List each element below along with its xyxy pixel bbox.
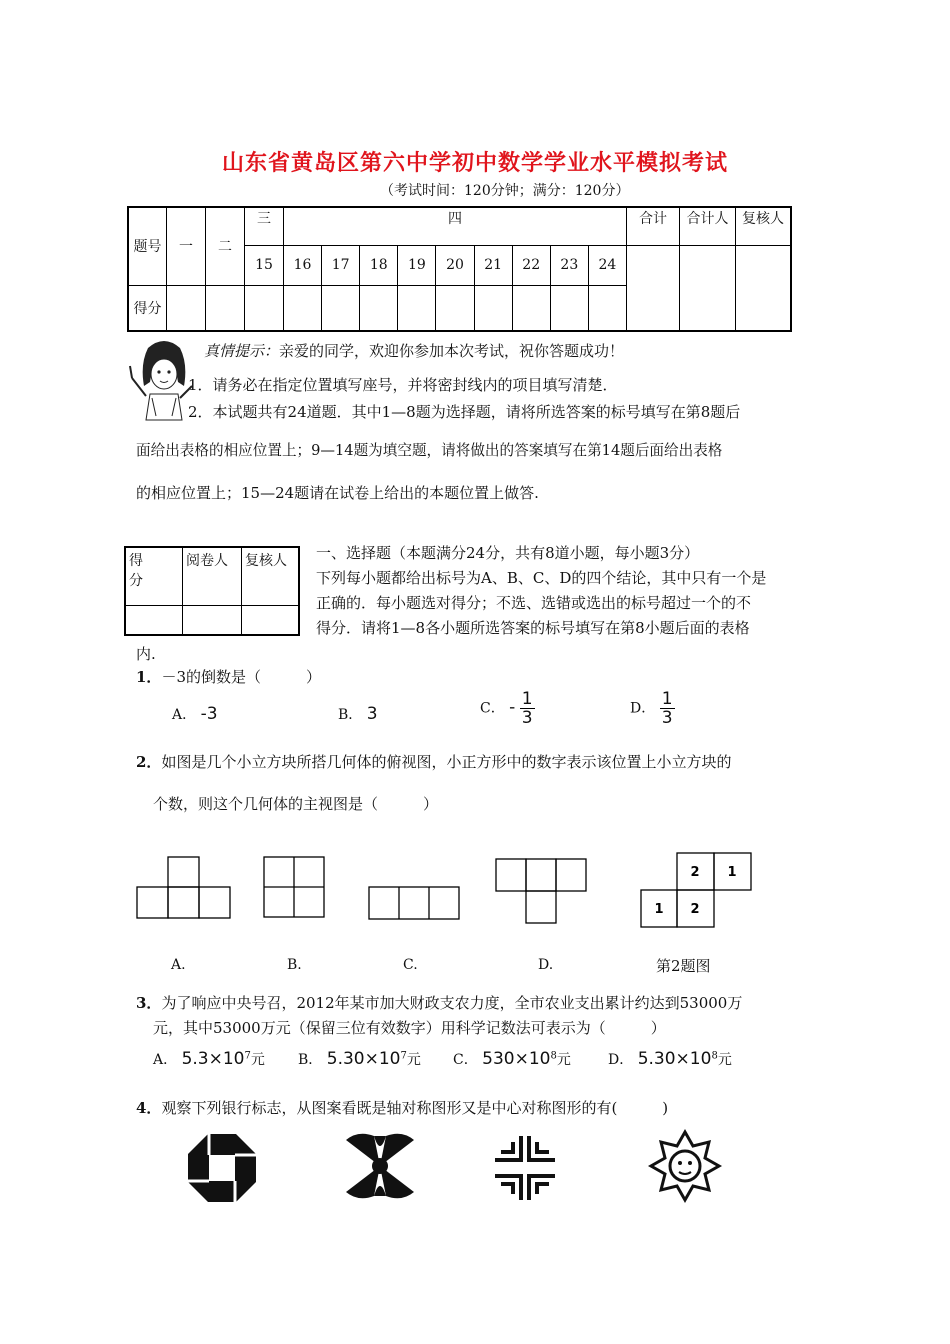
section-heading: 一、选择题（本题满分24分，共有8道小题，每小题3分）	[316, 544, 700, 562]
score-cell[interactable]	[360, 285, 398, 331]
exponent: 8	[550, 1050, 557, 1062]
tip	[204, 340, 624, 361]
part-2: 二	[206, 207, 245, 285]
unit: 元	[717, 1052, 732, 1068]
q2-number: 2．	[136, 753, 162, 771]
q3-option-d[interactable]	[608, 1049, 732, 1069]
section-desc-4: 内.	[136, 645, 156, 663]
question-number: 17	[322, 245, 360, 285]
option-base: 5.30	[637, 1049, 676, 1069]
tip-text: 亲爱的同学，欢迎你参加本次考试，祝你答题成功！	[279, 342, 625, 360]
top-view-number: 1	[654, 902, 664, 917]
score-cell[interactable]	[206, 285, 245, 331]
q2-option-a[interactable]: A.	[171, 957, 186, 973]
question-3	[136, 992, 742, 1013]
option-base: 5.3	[181, 1049, 209, 1069]
section-desc-1: 下列每小题都给出标号为A、B、C、D的四个结论，其中只有一个是	[316, 569, 767, 587]
grader-table	[124, 546, 300, 636]
top-view-number: 2	[690, 865, 700, 880]
q3-stem-2: 元，其中53000万元（保留三位有效数字）用科学记数法可表示为（ ）	[153, 1019, 666, 1037]
q1-option-b[interactable]	[338, 704, 378, 724]
question-4	[136, 1097, 668, 1118]
option-label: D．	[630, 700, 656, 717]
q2-stem-2: 个数，则这个几何体的主视图是（ ）	[153, 795, 439, 813]
score-cell[interactable]	[284, 285, 322, 331]
exponent: 8	[711, 1050, 718, 1062]
figure-caption: 第2题图	[656, 957, 711, 975]
question-number: 23	[550, 245, 588, 285]
instruction-2: 2．本试题共有24道题．其中1—8题为选择题，请将所选答案的标号填写在第8题后	[188, 403, 741, 421]
question-1	[136, 666, 321, 687]
q4-stem: 观察下列银行标志，从图案看既是轴对称图形又是中心对称图形的有( )	[161, 1099, 669, 1117]
q2-option-d[interactable]: D.	[538, 957, 554, 973]
option-sign: -	[509, 697, 516, 718]
q1-option-d[interactable]	[630, 690, 675, 727]
exponent: 7	[244, 1050, 251, 1062]
bank-logo-1	[188, 1134, 256, 1202]
fraction	[520, 690, 535, 727]
option-value: 3	[366, 704, 378, 724]
question-number: 19	[398, 245, 436, 285]
q1-option-a[interactable]	[172, 704, 218, 724]
figure-a	[137, 857, 230, 918]
score-header-b: 分	[129, 573, 143, 589]
option-label: A．	[153, 1052, 178, 1068]
instruction-4: 的相应位置上；15—24题请在试卷上给出的本题位置上做答.	[136, 484, 539, 502]
score-cell[interactable]	[588, 285, 626, 331]
denominator: 3	[661, 708, 673, 728]
reviewer-header: 复核人	[242, 547, 300, 605]
option-label: B．	[338, 707, 363, 723]
numerator: 1	[521, 689, 533, 709]
q2-option-b[interactable]: B.	[287, 957, 302, 973]
score-label: 得分	[128, 285, 167, 331]
score-cell[interactable]	[474, 285, 512, 331]
bank-logo-2	[346, 1134, 414, 1199]
question-number: 20	[436, 245, 474, 285]
unit: 元	[250, 1052, 265, 1068]
q3-stem-1: 为了响应中央号召，2012年某市加大财政支农力度，全市农业支出累计约达到53000万	[161, 994, 743, 1012]
score-input[interactable]	[125, 605, 183, 635]
page-title: 山东省黄岛区第六中学初中数学学业水平模拟考试	[221, 151, 728, 176]
q3-option-a[interactable]	[153, 1049, 265, 1069]
total-person-cell[interactable]	[680, 245, 736, 331]
unit: 元	[406, 1052, 421, 1068]
option-label: B．	[298, 1052, 323, 1068]
score-cell[interactable]	[245, 285, 284, 331]
score-cell[interactable]	[398, 285, 436, 331]
question-number: 18	[360, 245, 398, 285]
times-ten: ×10	[675, 1049, 712, 1069]
q1-stem: －3的倒数是（ ）	[161, 668, 321, 686]
score-header	[125, 547, 183, 605]
denominator: 3	[521, 708, 533, 728]
option-label: C．	[480, 700, 505, 717]
section-desc-3: 得分．请将1—8各小题所选答案的标号填写在第8小题后面的表格	[316, 619, 750, 637]
score-table	[127, 206, 792, 332]
option-label: D．	[608, 1052, 634, 1068]
reviewer-header: 复核人	[736, 207, 792, 245]
q4-number: 4．	[136, 1099, 162, 1117]
unit: 元	[556, 1052, 571, 1068]
numerator: 1	[661, 689, 673, 709]
score-cell[interactable]	[167, 285, 206, 331]
option-base: 5.30	[326, 1049, 365, 1069]
q2-figures	[130, 845, 770, 957]
question-number: 24	[588, 245, 626, 285]
option-base: 530	[482, 1049, 515, 1069]
question-2	[136, 751, 731, 772]
q2-option-c[interactable]: C.	[403, 957, 418, 973]
bank-logos	[180, 1128, 740, 1208]
q2-stem-1: 如图是几个小立方块所搭几何体的俯视图，小正方形中的数字表示该位置上小立方块的	[161, 753, 732, 771]
part-3: 三	[245, 207, 284, 245]
question-number: 21	[474, 245, 512, 285]
grader-input[interactable]	[183, 605, 242, 635]
score-cell[interactable]	[436, 285, 474, 331]
figure-d	[496, 859, 586, 923]
tip-label: 真情提示：	[204, 342, 280, 360]
instruction-3: 面给出表格的相应位置上；9—14题为填空题，请将做出的答案填写在第14题后面给出表格	[136, 442, 723, 459]
total-cell[interactable]	[627, 245, 680, 331]
reviewer-cell[interactable]	[736, 245, 792, 331]
question-number: 15	[245, 245, 284, 285]
total-person-header: 合计人	[680, 207, 736, 245]
fraction	[660, 690, 675, 727]
score-cell[interactable]	[322, 285, 360, 331]
section-desc-2: 正确的．每小题选对得分；不选、选错或选出的标号超过一个的不	[316, 594, 752, 612]
instruction-1: 1．请务必在指定位置填写座号，并将密封线内的项目填写清楚．	[188, 376, 618, 394]
score-cell[interactable]	[512, 285, 550, 331]
option-value: -3	[200, 704, 218, 724]
q3-number: 3．	[136, 994, 162, 1012]
option-label: C．	[453, 1052, 478, 1068]
exam-info: （考试时间：120分钟；满分：120分）	[380, 183, 630, 199]
top-view-number: 2	[690, 902, 700, 917]
figure-c	[369, 887, 459, 919]
bank-logo-3	[495, 1136, 555, 1200]
part-4: 四	[284, 207, 627, 245]
bank-logo-4	[651, 1132, 719, 1200]
header-label: 题号	[128, 207, 167, 285]
option-label: A．	[172, 707, 197, 723]
score-header-a: 得	[129, 553, 143, 569]
q3-option-c[interactable]	[453, 1049, 571, 1069]
times-ten: ×10	[514, 1049, 551, 1069]
q1-number: 1．	[136, 668, 162, 686]
times-ten: ×10	[208, 1049, 245, 1069]
exponent: 7	[400, 1050, 407, 1062]
total-header: 合计	[627, 207, 680, 245]
question-number: 16	[284, 245, 322, 285]
q3-option-b[interactable]	[298, 1049, 421, 1069]
top-view-number: 1	[727, 865, 737, 880]
q1-option-c[interactable]	[480, 690, 535, 727]
part-1: 一	[167, 207, 206, 285]
grader-header: 阅卷人	[183, 547, 242, 605]
score-cell[interactable]	[550, 285, 588, 331]
figure-b	[264, 857, 324, 917]
times-ten: ×10	[364, 1049, 401, 1069]
question-number: 22	[512, 245, 550, 285]
reviewer-input[interactable]	[242, 605, 300, 635]
